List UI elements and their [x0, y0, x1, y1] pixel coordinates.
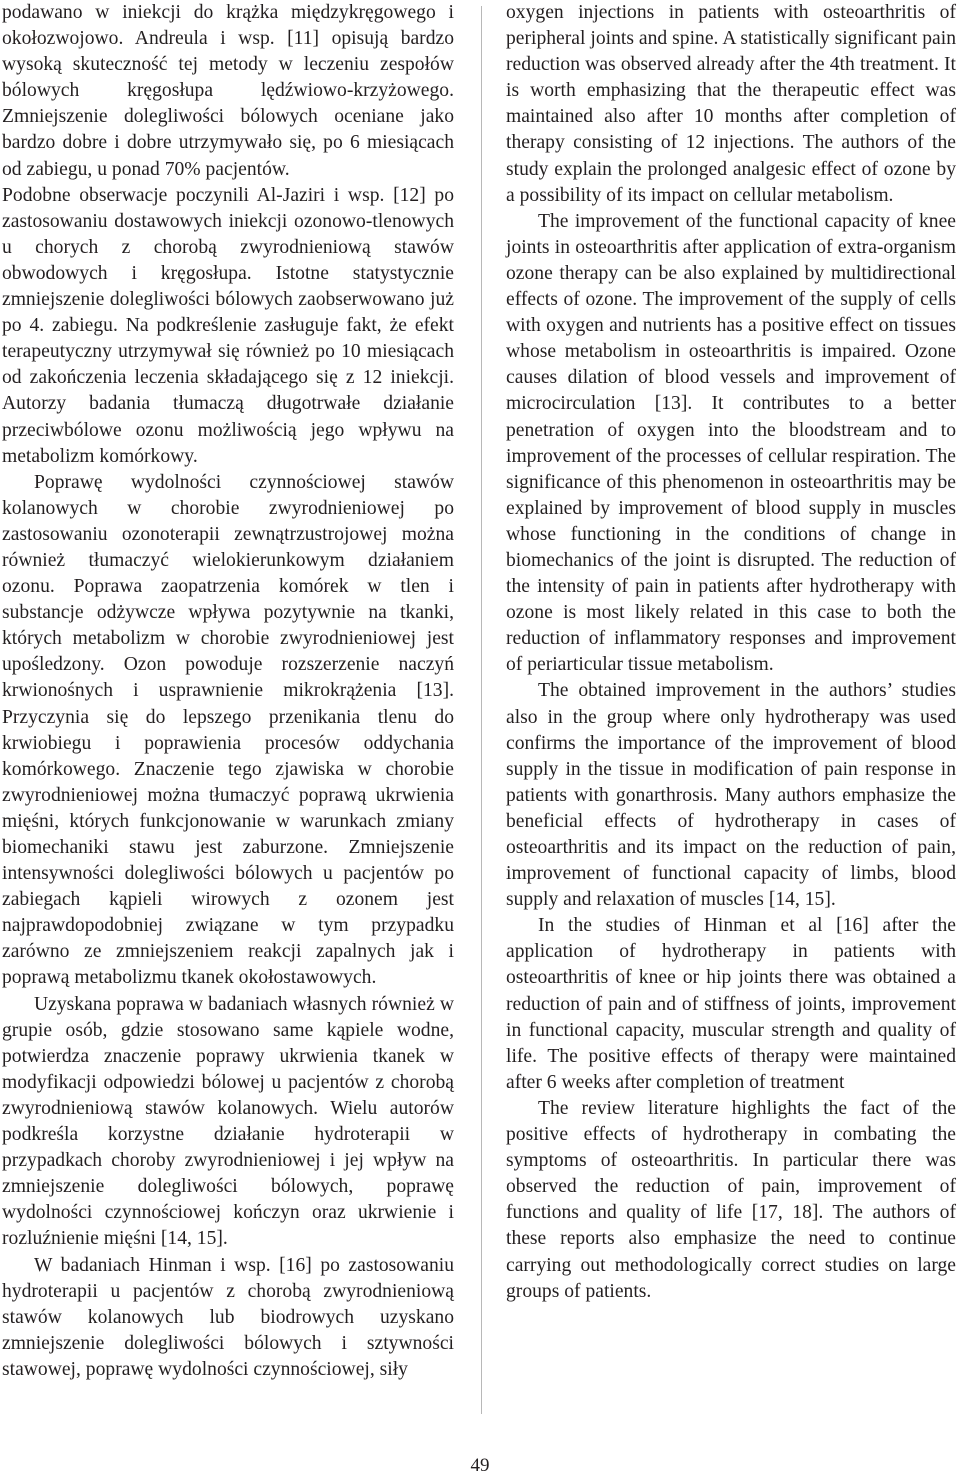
paragraph: W badaniach Hinman i wsp. [16] po zastosowaniu hydroterapii u pacjentów z chorobą zwyrodnieniową stawów kolanowych lub biodrowych uzyskano zmniejszenie dolegliwości bólowych i sztywności stawowej, poprawę wydolności czynnościowej, siły	[2, 1254, 454, 1380]
paragraph: The improvement of the functional capacity of knee joints in osteoarthritis after application of extra-organism ozone therapy can be also explained by multidirectional effects of ozone. The improvement of the supply of cells with oxygen and nutrients has a positive effect on tissues whose metabolism in osteoarthritis is impaired. Ozone causes dilation of blood vessels and improvement of microcirculation [13]. It contributes to a better penetration of oxygen into the bloodstream and to improvement of the processes of cellular respiration. The significance of this phenomenon in osteoarthritis may be explained by improvement of blood supply in muscles whose functioning in the conditions of change in biomechanics of the joint is disrupted. The reduction of the intensity of pain in patients after hydrotherapy with ozone is most likely related in this case to both the reduction of inflammatory responses and improvement of periarticular tissue metabolism.	[506, 210, 956, 676]
paragraph: Poprawę wydolności czynnościowej stawów kolanowych w chorobie zwyrodnieniowej po zastosowaniu ozonoterapii zewnątrzustrojowej można również tłumaczyć wielokierunkowym działaniem ozonu. Poprawa zaopatrzenia komórek w tlen i substancje odżywcze wpływa pozytywnie na tkanki, których metabolizm w chorobie zwyrodnieniowej jest upośledzony. Ozon powoduje rozszerzenie naczyń krwionośnych i usprawnienie mikrokrążenia [13]. Przyczynia się do lepszego przenikania tlenu do krwiobiegu i poprawienia procesów oddychania komórkowego. Znaczenie tego zjawiska w chorobie zwyrodnieniowej można tłumaczyć poprawą ukrwienia mięśni, których funkcjonowanie w warunkach zmiany biomechaniki stawu jest zaburzone. Zmniejszenie intensywności dolegliwości bólowych u pacjentów po zabiegach kąpieli wirowych z ozonem jest najprawdopodobniej związane w tym przypadku zarówno ze zmniejszeniem reakcji zapalnych jak i poprawą metabolizmu tkanek okołostawowych.	[2, 471, 454, 989]
paragraph: In the studies of Hinman et al [16] after the application of hydrotherapy in patients with osteoarthritis of knee or hip joints there was obtained a reduction of pain and of stiffness of joints, improvement in functional capacity, muscular strength and quality of life. The positive effects of therapy were maintained after 6 weeks after completion of treatment	[506, 915, 956, 1093]
paragraph: Uzyskana poprawa w badaniach własnych również w grupie osób, gdzie stosowano same kąpiele wodne, potwierdza znaczenie poprawy ukrwienia tkanek w modyfikacji odpowiedzi bólowej u pacjentów z chorobą zwyrodnieniową stawów kolanowych. Wielu autorów podkreśla korzystne działanie hydroterapii w przypadkach choroby zwyrodnieniowej i jej wpływ na zmniejszenie dolegliwości bólowych, poprawę wydolności czynnościowej kończyn oraz ukrwienie i rozluźnienie mięśni [14, 15].	[2, 993, 454, 1250]
column-divider	[481, 6, 482, 1414]
paragraph: podawano w iniekcji do krążka międzykręgowego i okołozwojowo. Andreula i wsp. [11] opisują bardzo wysoką skuteczność tej metody w leczeniu zespołów bólowych kręgosłupa lędźwiowo-krzyżowego. Zmniejszenie dolegliwości bólowych oceniane jako bardzo dobre i dobre utrzymywało się, po 6 miesiącach od zabiegu, u ponad 70% pacjentów.	[2, 2, 454, 180]
paragraph: oxygen injections in patients with osteoarthritis of peripheral joints and spine. A statistically significant pain reduction was observed already after the 4th treatment. It is worth emphasizing that the therapeutic effect was maintained also after 10 months after completion of therapy consisting of 12 injections. The authors of the study explain the prolonged analgesic effect of ozone by a possibility of its impact on cellular metabolism.	[506, 2, 956, 206]
paragraph: Podobne obserwacje poczynili Al-Jaziri i wsp. [12] po zastosowaniu dostawowych iniekcji ozonowo-tlenowych u chorych z chorobą zwyrodnieniową stawów obwodowych i kręgosłupa. Istotne statystycznie zmniejszenie dolegliwości bólowych zaobserwowano już po 4. zabiegu. Na podkreślenie zasługuje fakt, że efekt terapeutyczny utrzymywał się również po 10 miesiącach od zakończenia leczenia składającego się z 12 iniekcji. Autorzy badania tłumaczą długotrwałe działanie przeciwbólowe ozonu możliwością jego wpływu na metabolizm komórkowy.	[2, 184, 454, 467]
right-column-english-text	[506, 0, 956, 1305]
paragraph: The obtained improvement in the authors’ studies also in the group where only hydrotherapy was used confirms the importance of the improvement of blood supply in the tissue in modification of pain response in patients with gonarthrosis. Many authors emphasize the beneficial effects of hydrotherapy in cases of osteoarthritis and its impact on the reduction of pain, improvement of functional capacity of limbs, blood supply and relaxation of muscles [14, 15].	[506, 680, 956, 911]
page-number: 49	[470, 1455, 490, 1476]
paragraph: The review literature highlights the fact of the positive effects of hydrotherapy in combating the symptoms of osteoarthritis. In particular there was observed the reduction of pain, improvement of functions and quality of life [17, 18]. The authors of these reports also emphasize the need to continue carrying out methodologically correct studies on large groups of patients.	[506, 1097, 956, 1302]
left-column-polish-text	[2, 0, 454, 1383]
